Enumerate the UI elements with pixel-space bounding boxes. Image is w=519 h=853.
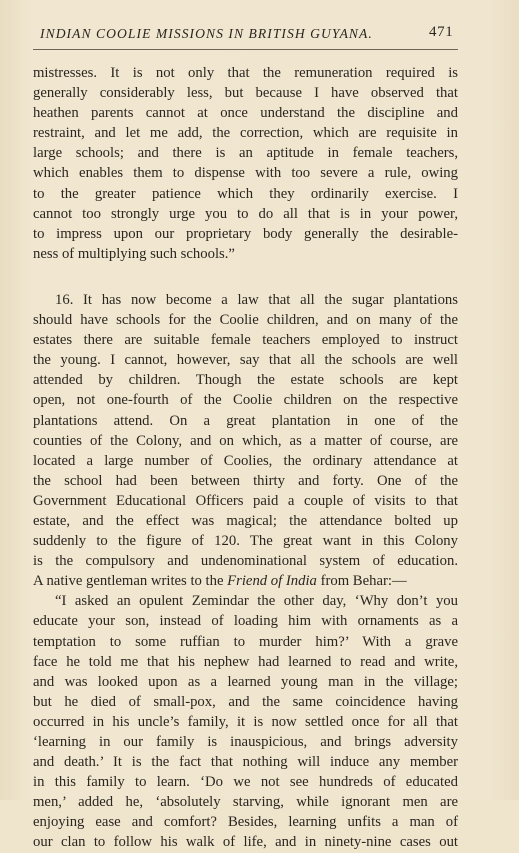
text-line: and was looked upon as a learned young man in the village; (33, 673, 458, 690)
text-line: “I asked an opulent Zemindar the other day, ‘Why don’t you (55, 593, 458, 610)
text-line: and death.’ It is the fact that nothing will induce any member (33, 754, 458, 771)
text-line: men,’ added he, ‘absolutely starving, while ignorant men are (33, 794, 458, 811)
text-line: estate, and the effect was magical; the attendance bolted up (33, 512, 458, 529)
text-line: is the compulsory and undenominational system of education. (33, 553, 458, 570)
periodical-title: Friend of India (227, 573, 317, 590)
text-line: restraint, and let me add, the correction, which are requisite in (33, 125, 458, 142)
text-line: mistresses. It is not only that the remuneration required is (33, 65, 458, 81)
text-line: to the greater patience which they ordinarily exercise. I (33, 185, 458, 202)
text-line: ‘learning in our family is inauspicious, and brings adversity (33, 734, 458, 750)
text-line: cannot too strongly urge you to do all that is in your power, (33, 205, 458, 222)
running-header (40, 26, 460, 42)
text-line: Government Educational Officers paid a couple of visits to that (33, 492, 458, 509)
paragraph-1 (33, 63, 458, 264)
text-line: generally considerably less, but because I have observed that (33, 85, 458, 102)
text-line: located a large number of Coolies, the ordinary attendance at (33, 452, 458, 469)
header-rule (33, 49, 458, 50)
text-line: estates there are suitable female teachers employed to instruct (33, 332, 458, 349)
text-line: enjoying ease and comfort? Besides, learning unfits a man of (33, 814, 458, 831)
text-line: our clan to follow his walk of life, and in ninety-nine cases out (33, 834, 458, 851)
text-line: heathen parents cannot at once understand the discipline and (33, 105, 458, 122)
text-line: the young. I cannot, however, say that all the schools are well (33, 352, 458, 369)
text-line-with-citation (33, 571, 458, 591)
text-line: counties of the Colony, and on which, as a matter of course, are (33, 432, 458, 449)
text-line: the school had been between thirty and forty. One of the (33, 472, 458, 489)
text-fragment: from Behar:— (320, 573, 407, 590)
page-number: 471 (429, 24, 454, 40)
text-line: large schools; and there is an aptitude in female teachers, (33, 145, 458, 162)
text-line: occurred in his uncle’s family, it is now settled once for all that (33, 713, 458, 730)
paragraph-gap (33, 264, 458, 290)
text-line: but he died of small-pox, and the same coincidence having (33, 693, 458, 710)
running-title: INDIAN COOLIE MISSIONS IN BRITISH GUYANA. (40, 26, 373, 41)
text-line: face he told me that his nephew had learned to read and write, (33, 653, 458, 670)
page-body (33, 63, 458, 853)
paragraph-16 (33, 290, 458, 591)
text-line: plantations attend. On a great plantation in one of the (33, 412, 458, 429)
quotation-paragraph (33, 591, 458, 852)
text-line: should have schools for the Coolie children, and on many of the (33, 312, 458, 329)
text-line: open, not one-fourth of the Coolie children on the respective (33, 392, 458, 409)
text-line: ness of multiplying such schools.” (33, 245, 235, 262)
text-line: in this family to learn. ‘Do we not see hundreds of educated (33, 774, 458, 791)
text-line: to impress upon our proprietary body generally the desirable- (33, 225, 458, 242)
text-line: attended by children. Though the estate schools are kept (33, 372, 458, 389)
text-line: which enables them to dispense with too severe a rule, owing (33, 165, 458, 182)
text-line: educate your son, instead of loading him with ornaments as a (33, 613, 458, 630)
text-line: suddenly to the figure of 120. The great want in this Colony (33, 533, 458, 550)
text-fragment: A native gentleman writes to the (33, 573, 224, 590)
text-line: 16. It has now become a law that all the sugar plantations (55, 291, 458, 308)
text-line: temptation to some ruffian to murder him?’ With a grave (33, 633, 458, 650)
